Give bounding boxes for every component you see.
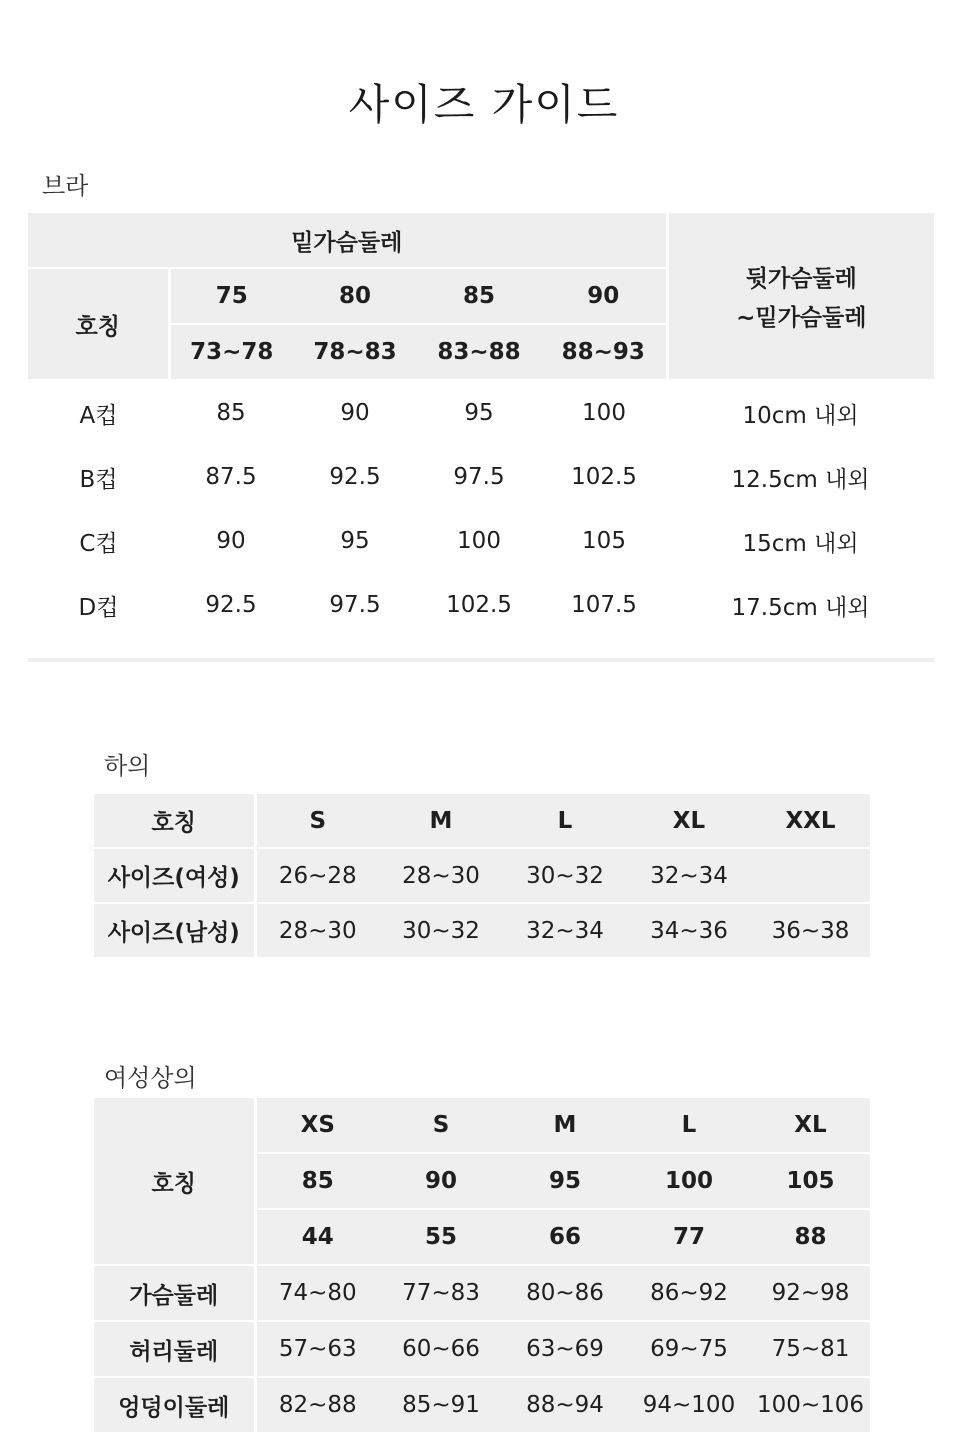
tops-size-l: L [627, 1098, 751, 1153]
bra-size-75: 75 [169, 268, 293, 324]
tops-row-label: 엉덩이둘레 [94, 1377, 255, 1433]
bottoms-size-table [94, 794, 870, 959]
tops-value: 57~63 [255, 1321, 379, 1377]
tops-value: 92~98 [751, 1265, 870, 1321]
bottoms-row-label: 사이즈(여성) [94, 848, 255, 903]
bra-value: 102.5 [446, 592, 512, 618]
bottoms-value: 30~32 [379, 903, 503, 958]
bra-size-90: 90 [541, 268, 667, 324]
tops-value: 75~81 [751, 1321, 870, 1377]
bra-range-85: 83~88 [417, 324, 541, 380]
section-label-bra: 브라 [42, 172, 89, 200]
tops-size-m: M [503, 1098, 627, 1153]
tops-kr-size: 66 [503, 1209, 627, 1265]
tops-value: 63~69 [503, 1321, 627, 1377]
table-row [28, 573, 934, 637]
bottoms-size-m: M [379, 794, 503, 848]
tops-value: 69~75 [627, 1321, 751, 1377]
bra-cup-label: A컵 [79, 402, 118, 429]
bra-value: 85 [216, 400, 246, 426]
bottoms-value: 32~34 [503, 903, 627, 958]
bottoms-name-header: 호칭 [94, 794, 255, 848]
table-row [94, 848, 870, 903]
bra-size-table [28, 213, 934, 637]
bust-difference-header-line2: ~밑가슴둘레 [736, 305, 867, 331]
bottoms-size-s: S [255, 794, 379, 848]
tops-row-label: 허리둘레 [94, 1321, 255, 1377]
bottoms-value: 28~30 [255, 903, 379, 958]
bottoms-value: 30~32 [503, 848, 627, 903]
tops-value: 94~100 [627, 1377, 751, 1433]
women-tops-size-table [94, 1098, 870, 1434]
tops-value: 86~92 [627, 1265, 751, 1321]
bra-value: 107.5 [571, 592, 637, 618]
bra-value: 95 [464, 400, 494, 426]
section-label-tops: 여성상의 [104, 1064, 197, 1092]
tops-size-xl: XL [751, 1098, 870, 1153]
bra-range-75: 73~78 [169, 324, 293, 380]
bottoms-value: 28~30 [379, 848, 503, 903]
bra-difference-value: 17.5cm 내외 [731, 594, 870, 621]
bra-value: 97.5 [329, 592, 381, 618]
bra-cup-label: D컵 [78, 594, 119, 621]
bra-cup-label: C컵 [79, 530, 118, 557]
tops-value: 80~86 [503, 1265, 627, 1321]
tops-size-xs: XS [255, 1098, 379, 1153]
bottoms-size-l: L [503, 794, 627, 848]
tops-kr-size: 88 [751, 1209, 870, 1265]
tops-value: 74~80 [255, 1265, 379, 1321]
table-row [94, 1265, 870, 1321]
tops-value: 82~88 [255, 1377, 379, 1433]
table-row [28, 445, 934, 509]
bra-name-header: 호칭 [28, 268, 169, 380]
bottoms-value: 32~34 [627, 848, 751, 903]
tops-row-label: 가슴둘레 [94, 1265, 255, 1321]
bra-value: 90 [216, 528, 246, 554]
bottoms-size-xxl: XXL [751, 794, 870, 848]
bottoms-value: 36~38 [751, 903, 870, 958]
bra-cup-label: B컵 [79, 466, 118, 493]
bra-size-80: 80 [293, 268, 417, 324]
bottoms-value [751, 848, 870, 903]
bra-value: 92.5 [205, 592, 257, 618]
section-label-bottoms: 하의 [104, 752, 151, 780]
bra-difference-value: 15cm 내외 [742, 530, 859, 557]
bra-value: 95 [340, 528, 370, 554]
tops-kr-size: 44 [255, 1209, 379, 1265]
bottoms-size-xl: XL [627, 794, 751, 848]
bra-difference-value: 10cm 내외 [742, 402, 859, 429]
bra-range-80: 78~83 [293, 324, 417, 380]
bra-value: 100 [457, 528, 501, 554]
page-title: 사이즈 가이드 [348, 80, 620, 129]
bottoms-row-label: 사이즈(남성) [94, 903, 255, 958]
table-row [94, 1321, 870, 1377]
table-row [28, 380, 934, 445]
bra-table-divider [28, 658, 934, 662]
bra-value: 87.5 [205, 464, 257, 490]
tops-number-size: 95 [503, 1153, 627, 1209]
tops-kr-size: 55 [379, 1209, 503, 1265]
tops-number-size: 105 [751, 1153, 870, 1209]
bra-range-90: 88~93 [541, 324, 667, 380]
table-row [28, 509, 934, 573]
bottoms-value: 34~36 [627, 903, 751, 958]
tops-value: 77~83 [379, 1265, 503, 1321]
tops-value: 100~106 [751, 1377, 870, 1433]
tops-kr-size: 77 [627, 1209, 751, 1265]
tops-name-header: 호칭 [94, 1098, 255, 1265]
bust-difference-header [667, 213, 934, 380]
tops-number-size: 100 [627, 1153, 751, 1209]
tops-value: 88~94 [503, 1377, 627, 1433]
bra-value: 100 [582, 400, 626, 426]
tops-value: 60~66 [379, 1321, 503, 1377]
table-row [94, 1377, 870, 1433]
bottoms-value: 26~28 [255, 848, 379, 903]
bra-size-85: 85 [417, 268, 541, 324]
bust-difference-header-line1: 뒷가슴둘레 [745, 266, 857, 292]
bra-value: 90 [340, 400, 370, 426]
bra-value: 102.5 [571, 464, 637, 490]
table-row [94, 903, 870, 958]
tops-value: 85~91 [379, 1377, 503, 1433]
bra-difference-value: 12.5cm 내외 [731, 466, 870, 493]
bra-value: 92.5 [329, 464, 381, 490]
tops-number-size: 85 [255, 1153, 379, 1209]
bra-value: 97.5 [453, 464, 505, 490]
tops-size-s: S [379, 1098, 503, 1153]
bra-value: 105 [582, 528, 626, 554]
tops-number-size: 90 [379, 1153, 503, 1209]
under-bust-header: 밑가슴둘레 [28, 213, 667, 268]
